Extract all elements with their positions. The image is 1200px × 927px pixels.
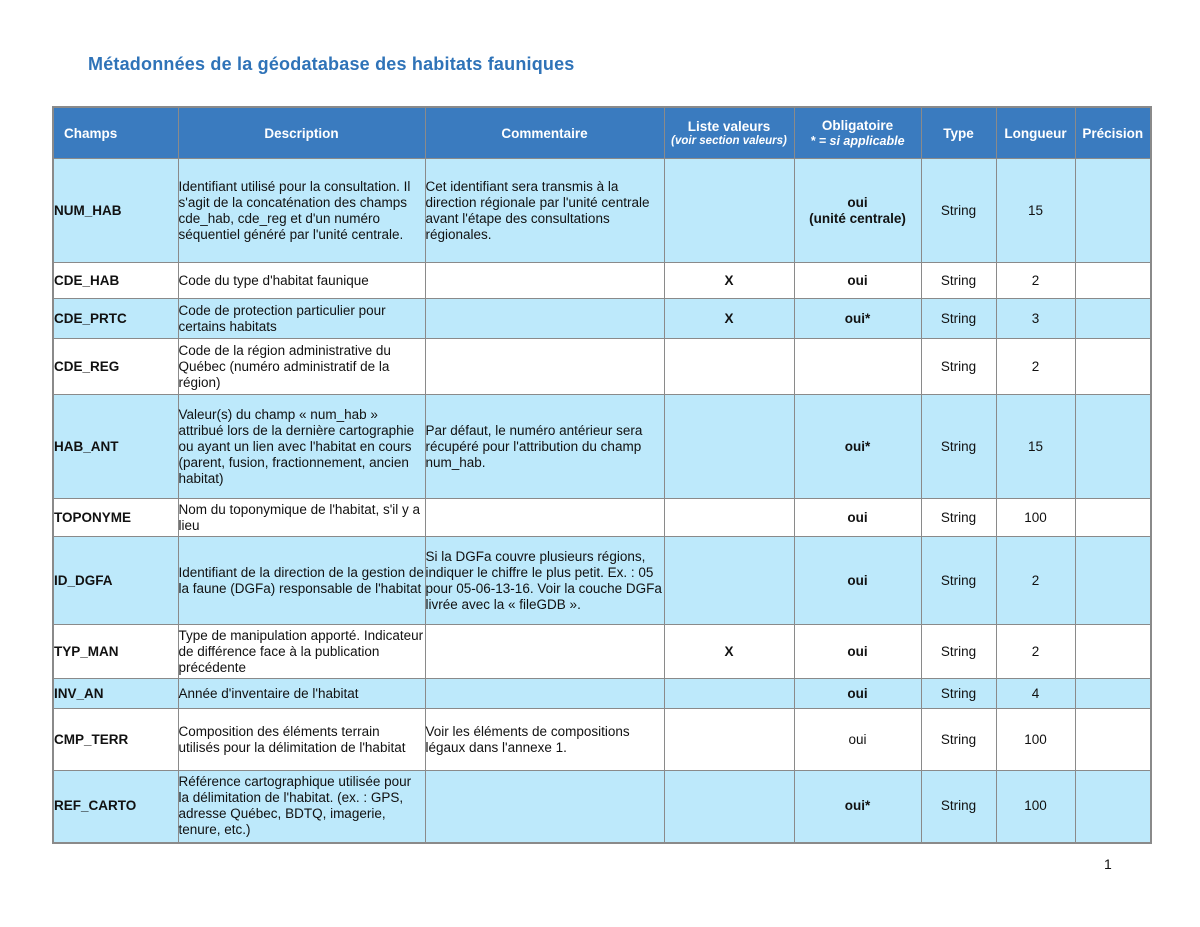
cell-longueur: 2: [996, 625, 1075, 679]
cell-longueur: 100: [996, 499, 1075, 537]
cell-precision: [1075, 263, 1151, 299]
header-precision: Précision: [1075, 107, 1151, 159]
cell-champ: INV_AN: [53, 679, 178, 709]
cell-precision: [1075, 499, 1151, 537]
cell-longueur: 2: [996, 263, 1075, 299]
cell-obligatoire: [794, 339, 921, 395]
table-header-row: [53, 107, 1151, 159]
cell-champ: ID_DGFA: [53, 537, 178, 625]
cell-description: Identifiant de la direction de la gestion de la faune (DGFa) responsable de l'habitat: [178, 537, 425, 625]
cell-commentaire: [425, 299, 664, 339]
table-row: [53, 263, 1151, 299]
cell-commentaire: [425, 625, 664, 679]
cell-champ: REF_CARTO: [53, 771, 178, 843]
cell-precision: [1075, 339, 1151, 395]
cell-description: Référence cartographique utilisée pour la délimitation de l'habitat. (ex. : GPS, adresse Québec, BDTQ, imagerie, tenure, etc.): [178, 771, 425, 843]
cell-description: Composition des éléments terrain utilisés pour la délimitation de l'habitat: [178, 709, 425, 771]
header-description: Description: [178, 107, 425, 159]
cell-liste-valeurs: X: [664, 263, 794, 299]
cell-type: String: [921, 395, 996, 499]
cell-commentaire: Cet identifiant sera transmis à la direction régionale par l'unité centrale avant l'étape des consultations régionales.: [425, 159, 664, 263]
cell-precision: [1075, 679, 1151, 709]
cell-champ: CDE_PRTC: [53, 299, 178, 339]
cell-liste-valeurs: [664, 339, 794, 395]
cell-champ: CMP_TERR: [53, 709, 178, 771]
cell-commentaire: [425, 771, 664, 843]
cell-obligatoire-note: (unité centrale): [809, 210, 906, 226]
cell-type: String: [921, 299, 996, 339]
cell-longueur: 100: [996, 709, 1075, 771]
cell-description: Valeur(s) du champ « num_hab » attribué lors de la dernière cartographie ou ayant un lien avec l'habitat en cours (parent, fusion, fractionnement, ancien habitat): [178, 395, 425, 499]
cell-liste-valeurs: X: [664, 299, 794, 339]
cell-champ: CDE_REG: [53, 339, 178, 395]
metadata-table: [52, 106, 1152, 844]
cell-obligatoire: [794, 159, 921, 263]
cell-obligatoire: oui: [794, 625, 921, 679]
cell-precision: [1075, 537, 1151, 625]
cell-type: String: [921, 537, 996, 625]
page-number: 1: [1104, 856, 1112, 872]
cell-type: String: [921, 499, 996, 537]
cell-description: Type de manipulation apporté. Indicateur de différence face à la publication précédente: [178, 625, 425, 679]
header-liste-valeurs: [664, 107, 794, 159]
cell-description: Nom du toponymique de l'habitat, s'il y a lieu: [178, 499, 425, 537]
table-row: [53, 299, 1151, 339]
cell-liste-valeurs: [664, 395, 794, 499]
cell-obligatoire: oui: [794, 499, 921, 537]
cell-type: String: [921, 709, 996, 771]
cell-longueur: 15: [996, 395, 1075, 499]
cell-commentaire: [425, 339, 664, 395]
cell-champ: NUM_HAB: [53, 159, 178, 263]
cell-commentaire: Voir les éléments de compositions légaux dans l'annexe 1.: [425, 709, 664, 771]
cell-description: Code du type d'habitat faunique: [178, 263, 425, 299]
cell-obligatoire-value: oui: [847, 194, 868, 210]
cell-precision: [1075, 625, 1151, 679]
cell-type: String: [921, 679, 996, 709]
cell-liste-valeurs: [664, 709, 794, 771]
cell-longueur: 15: [996, 159, 1075, 263]
cell-liste-valeurs: X: [664, 625, 794, 679]
table-row: [53, 537, 1151, 625]
table-row: [53, 159, 1151, 263]
cell-commentaire: Si la DGFa couvre plusieurs régions, indiquer le chiffre le plus petit. Ex. : 05 pour 05-06-13-16. Voir la couche DGFa livrée avec la « fileGDB ».: [425, 537, 664, 625]
header-obligatoire-label: Obligatoire: [821, 118, 894, 133]
cell-precision: [1075, 771, 1151, 843]
table-row: [53, 679, 1151, 709]
table-row: [53, 499, 1151, 537]
table-row: [53, 625, 1151, 679]
cell-description: Code de la région administrative du Québec (numéro administratif de la région): [178, 339, 425, 395]
table-row: [53, 339, 1151, 395]
cell-longueur: 2: [996, 537, 1075, 625]
table-row: [53, 771, 1151, 843]
cell-liste-valeurs: [664, 499, 794, 537]
header-liste-valeurs-label: Liste valeurs: [687, 119, 771, 134]
cell-liste-valeurs: [664, 537, 794, 625]
cell-commentaire: [425, 679, 664, 709]
header-obligatoire-note: * = si applicable: [810, 134, 905, 148]
header-type: Type: [921, 107, 996, 159]
document-title: Métadonnées de la géodatabase des habitats fauniques: [88, 54, 575, 74]
cell-description: Identifiant utilisé pour la consultation. Il s'agit de la concaténation des champs cde_hab, cde_reg et d'un numéro séquentiel généré par l'unité centrale.: [178, 159, 425, 263]
cell-champ: HAB_ANT: [53, 395, 178, 499]
cell-longueur: 3: [996, 299, 1075, 339]
cell-obligatoire: oui*: [794, 299, 921, 339]
cell-type: String: [921, 159, 996, 263]
cell-obligatoire: oui*: [794, 771, 921, 843]
cell-type: String: [921, 771, 996, 843]
cell-obligatoire: oui: [794, 263, 921, 299]
cell-commentaire: [425, 499, 664, 537]
cell-type: String: [921, 263, 996, 299]
cell-precision: [1075, 299, 1151, 339]
cell-commentaire: Par défaut, le numéro antérieur sera récupéré pour l'attribution du champ num_hab.: [425, 395, 664, 499]
header-commentaire: Commentaire: [425, 107, 664, 159]
cell-longueur: 2: [996, 339, 1075, 395]
cell-obligatoire: oui: [794, 537, 921, 625]
cell-precision: [1075, 395, 1151, 499]
cell-champ: TYP_MAN: [53, 625, 178, 679]
table-row: [53, 395, 1151, 499]
cell-liste-valeurs: [664, 159, 794, 263]
cell-commentaire: [425, 263, 664, 299]
cell-description: Année d'inventaire de l'habitat: [178, 679, 425, 709]
cell-description: Code de protection particulier pour certains habitats: [178, 299, 425, 339]
cell-champ: TOPONYME: [53, 499, 178, 537]
cell-liste-valeurs: [664, 771, 794, 843]
cell-obligatoire: oui: [794, 709, 921, 771]
header-champs: Champs: [53, 107, 178, 159]
cell-longueur: 100: [996, 771, 1075, 843]
cell-precision: [1075, 709, 1151, 771]
cell-obligatoire: oui: [794, 679, 921, 709]
cell-liste-valeurs: [664, 679, 794, 709]
cell-longueur: 4: [996, 679, 1075, 709]
cell-type: String: [921, 339, 996, 395]
cell-type: String: [921, 625, 996, 679]
header-longueur: Longueur: [996, 107, 1075, 159]
header-obligatoire: [794, 107, 921, 159]
table-row: [53, 709, 1151, 771]
cell-obligatoire: oui*: [794, 395, 921, 499]
cell-precision: [1075, 159, 1151, 263]
header-liste-valeurs-note: (voir section valeurs): [671, 135, 787, 147]
cell-champ: CDE_HAB: [53, 263, 178, 299]
